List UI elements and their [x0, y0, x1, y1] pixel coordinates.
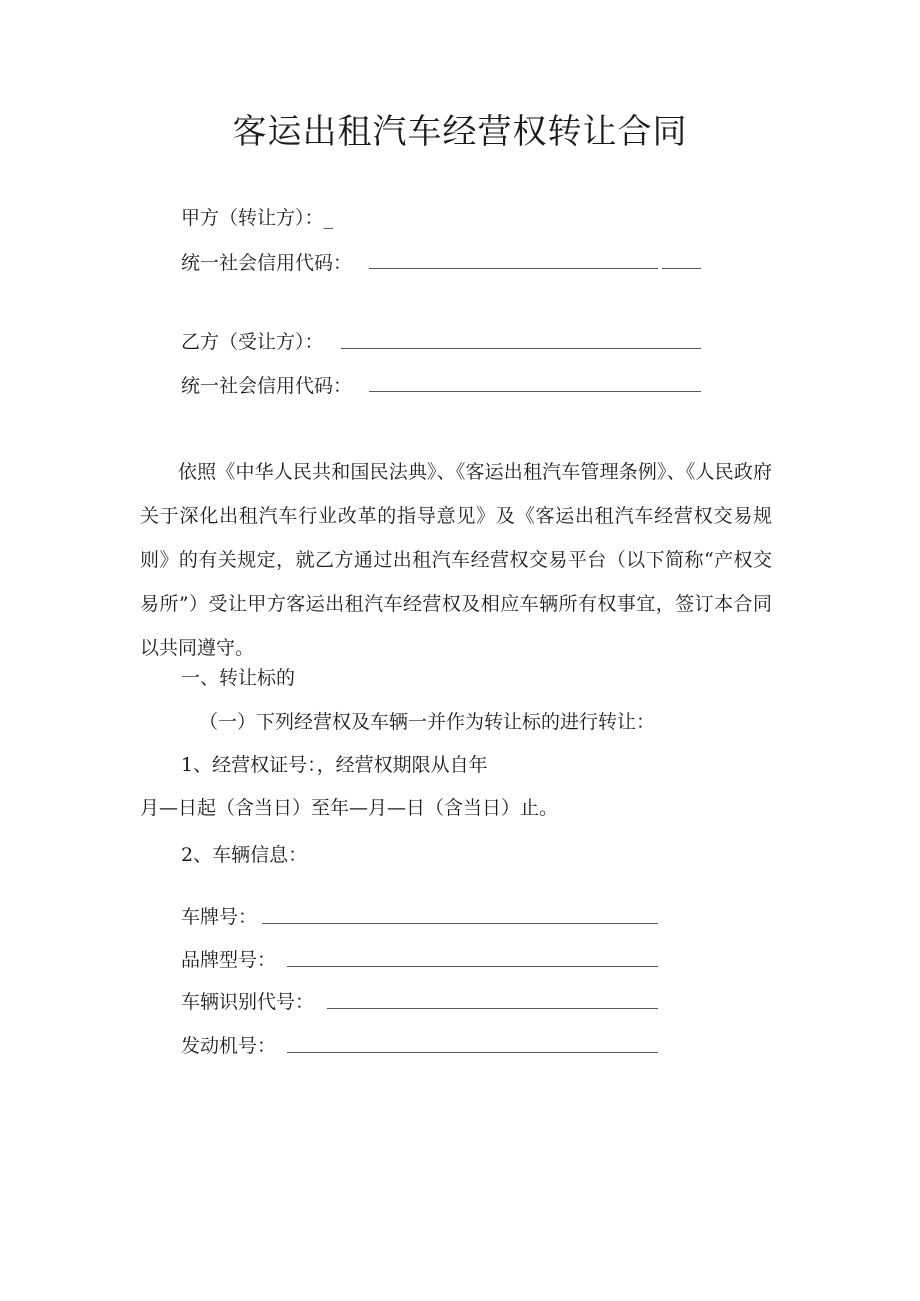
brand-model-blank[interactable]	[287, 966, 658, 967]
section-1-sub-1: （一）下列经营权及车辆一并作为转让标的进行转让：	[199, 711, 656, 733]
page-title: 客运出租汽车经营权转让合同	[232, 112, 688, 152]
vin-label: 车辆识别代号：	[181, 991, 315, 1013]
party-a-credit-code-blank[interactable]	[369, 268, 658, 269]
party-b-credit-code-label: 统一社会信用代码：	[181, 375, 353, 397]
vin-blank[interactable]	[327, 1008, 658, 1009]
party-a-label: 甲方（转让方）：_	[181, 207, 334, 229]
item-1-line-1: 1、经营权证号：，经营权期限从自年	[181, 754, 488, 776]
plate-label: 车牌号：	[181, 906, 258, 928]
brand-model-label: 品牌型号：	[181, 949, 277, 971]
preamble-paragraph: 依照《中华人民共和国民法典》、《客运出租汽车管理条例》、《人民政府关于深化出租汽车行业改革的指导意见》及《客运出租汽车经营权交易规则》的有关规定，就乙方通过出租汽车经营权交易平台（以下简称“产权交易所”）受让甲方客运出租汽车经营权及相应车辆所有权事宜，签订本合同以共同遵守。	[140, 461, 772, 659]
plate-blank[interactable]	[262, 923, 658, 924]
party-b-name-blank[interactable]	[341, 348, 701, 349]
party-a-credit-code-blank-extra[interactable]	[662, 268, 701, 269]
party-a-credit-code-label: 统一社会信用代码：	[181, 252, 353, 274]
section-1-heading: 一、转让标的	[181, 667, 296, 689]
party-b-label: 乙方（受让方）：	[181, 331, 324, 353]
party-b-credit-code-blank[interactable]	[369, 391, 701, 392]
item-2-heading: 2、车辆信息：	[181, 844, 308, 866]
engine-label: 发动机号：	[181, 1035, 277, 1057]
item-1-line-2: 月—日起（含当日）至年—月—日（含当日）止。	[140, 797, 559, 819]
engine-blank[interactable]	[287, 1052, 658, 1053]
